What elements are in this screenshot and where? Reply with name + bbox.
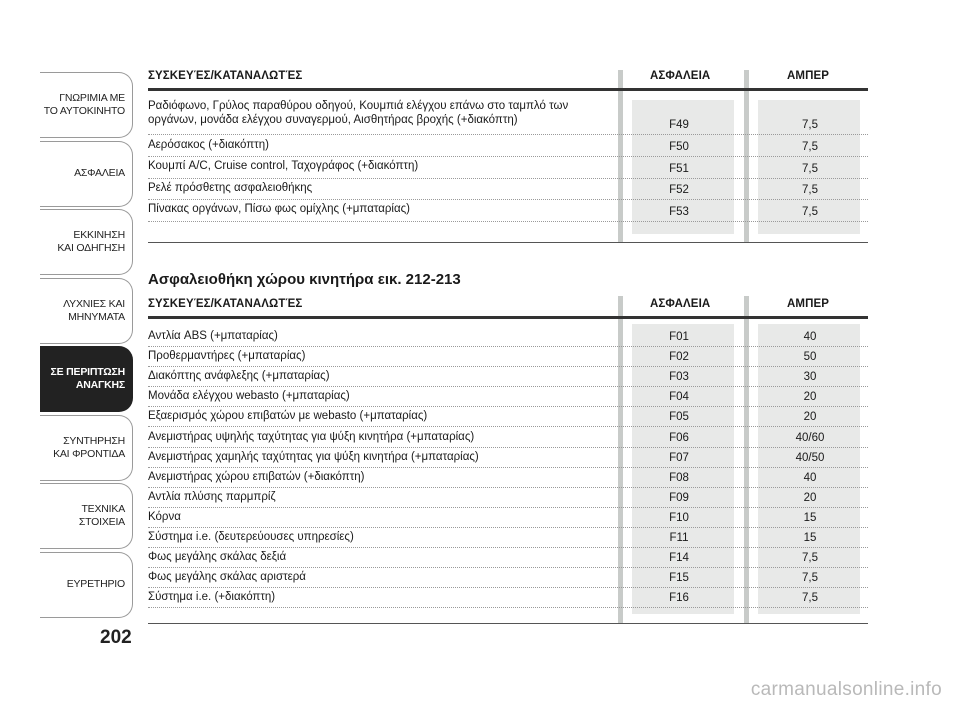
row-amperage: 40 (803, 331, 817, 343)
row-description: Ραδιόφωνο, Γρύλος παραθύρου οδηγού, Κουμπιά ελέγχου επάνω στο ταμπλό των οργάνων, μονάδα ελέγχου συναγερμού, Αισθητήρας βροχής (+διακόπτη) (148, 100, 569, 126)
row-description: Προθερμαντήρες (+μπαταρίας) (148, 350, 306, 363)
row-amperage: 20 (803, 411, 817, 424)
table-row (148, 428, 868, 448)
table-row (148, 200, 868, 222)
row-amperage: 15 (803, 511, 817, 524)
row-description: Μονάδα ελέγχου webasto (+μπαταρίας) (148, 390, 350, 403)
row-fuse: F52 (669, 184, 689, 196)
row-amperage: 7,5 (802, 119, 818, 131)
table2-header-device: ΣΥΣΚΕΥΈΣ/ΚΑΤΑΝΑΛΩΤΈΣ (148, 298, 303, 310)
sidebar-tab-emergency[interactable]: ΣΕ ΠΕΡΙΠΤΩΣΗ ΑΝΑΓΚΗΣ (40, 346, 133, 412)
row-description: Σύστημα i.e. (δευτερεύουσες υπηρεσίες) (148, 531, 354, 543)
sidebar-tab-maintenance[interactable]: ΣΥΝΤΗΡΗΣΗ ΚΑΙ ΦΡΟΝΤΙΔΑ (40, 415, 133, 481)
row-description: Ανεμιστήρας χαμηλής ταχύτητας για ψύξη κινητήρα (+μπαταρίας) (148, 450, 479, 463)
table-row (148, 97, 868, 135)
table1-bottom-rule (148, 242, 868, 243)
table1-header-fuse: ΑΣΦΑΛΕΙΑ (650, 70, 711, 82)
row-description: Εξαερισμός χώρου επιβατών με webasto (+μπαταρίας) (148, 410, 428, 423)
table-row (148, 448, 868, 468)
row-amperage: 20 (803, 391, 817, 404)
sidebar-tab-technical-data[interactable]: ΤΕΧΝΙΚΑ ΣΤΟΙΧΕΙΑ (40, 483, 133, 549)
sidebar-tab-index[interactable]: ΕΥΡΕΤΗΡΙΟ (40, 552, 133, 618)
row-fuse: F11 (669, 532, 689, 544)
table-row (148, 157, 868, 179)
row-description: Ρελέ πρόσθετης ασφαλειοθήκης (148, 182, 313, 194)
table2-header-amp: ΑΜΠΕΡ (787, 298, 830, 310)
row-fuse: F50 (669, 141, 689, 153)
row-amperage: 20 (803, 491, 817, 504)
table2-header-rule (148, 316, 868, 319)
table2-bottom-rule (148, 623, 868, 624)
sidebar-tab-safety[interactable]: ΑΣΦΑΛΕΙΑ (40, 141, 133, 207)
table2-header-fuse: ΑΣΦΑΛΕΙΑ (650, 298, 711, 310)
row-description: Κόρνα (148, 510, 181, 523)
table-row (148, 568, 868, 588)
table-row (148, 347, 868, 367)
row-description: Σύστημα i.e. (+διακόπτη) (148, 591, 276, 604)
row-fuse: F07 (669, 451, 689, 464)
row-amperage: 40 (803, 471, 817, 484)
row-amperage: 50 (803, 351, 817, 364)
row-fuse: F14 (669, 552, 689, 565)
sidebar-tab-intro[interactable]: ΓΝΩΡΙΜΙΑ ΜΕ ΤΟ ΑΥΤΟΚΙΝΗΤΟ (40, 72, 133, 138)
table-row (148, 548, 868, 568)
section-title: Ασφαλειοθήκη χώρου κινητήρα εικ. 212-213 (148, 271, 461, 288)
row-description: Ανεμιστήρας υψηλής ταχύτητας για ψύξη κινητήρα (+μπαταρίας) (148, 430, 475, 443)
row-fuse: F09 (669, 491, 689, 504)
row-description: Πίνακας οργάνων, Πίσω φως ομίχλης (+μπαταρίας) (148, 203, 410, 215)
row-amperage: 7,5 (802, 572, 818, 585)
row-fuse: F49 (669, 119, 689, 131)
row-fuse: F02 (669, 351, 689, 364)
table-row (148, 508, 868, 528)
row-amperage: 40/50 (795, 451, 825, 464)
table-row (148, 387, 868, 407)
row-fuse: F08 (669, 471, 689, 484)
table-row (148, 179, 868, 200)
row-fuse: F16 (669, 592, 689, 605)
row-amperage: 7,5 (802, 163, 818, 175)
row-fuse: F01 (669, 331, 689, 343)
table-row (148, 136, 868, 157)
row-fuse: F04 (669, 391, 689, 404)
row-fuse: F05 (669, 411, 689, 424)
row-amperage: 7,5 (802, 592, 818, 605)
row-amperage: 15 (803, 532, 817, 544)
table-row (148, 407, 868, 427)
row-fuse: F10 (669, 511, 689, 524)
row-amperage: 7,5 (802, 552, 818, 565)
table-row (148, 488, 868, 508)
row-amperage: 30 (803, 371, 817, 384)
table1-header-device: ΣΥΣΚΕΥΈΣ/ΚΑΤΑΝΑΛΩΤΈΣ (148, 70, 303, 82)
row-fuse: F51 (669, 163, 689, 175)
row-fuse: F15 (669, 572, 689, 585)
row-description: Ανεμιστήρας χώρου επιβατών (+διακόπτη) (148, 470, 365, 483)
row-amperage: 7,5 (802, 141, 818, 153)
row-description: Φως μεγάλης σκάλας δεξιά (148, 551, 287, 564)
row-description: Αερόσακος (+διακόπτη) (148, 139, 269, 151)
table-row (148, 468, 868, 488)
row-description: Φως μεγάλης σκάλας αριστερά (148, 571, 306, 584)
page-number: 202 (100, 627, 132, 648)
row-amperage: 7,5 (802, 184, 818, 196)
row-description: Αντλία ABS (+μπαταρίας) (148, 330, 278, 342)
table1-header-rule (148, 88, 868, 91)
table-row (148, 367, 868, 387)
sidebar-tab-starting[interactable]: ΕΚΚΙΝΗΣΗ ΚΑΙ ΟΔΗΓΗΣΗ (40, 209, 133, 275)
sidebar-tab-warning-lights[interactable]: ΛΥΧΝΙΕΣ ΚΑΙ ΜΗΝΥΜΑΤΑ (40, 278, 133, 344)
row-amperage: 7,5 (802, 206, 818, 218)
table1-header-amp: ΑΜΠΕΡ (787, 70, 830, 82)
table-row (148, 327, 868, 347)
table-row (148, 528, 868, 548)
row-description: Κουμπί A/C, Cruise control, Ταχογράφος (+διακόπτη) (148, 160, 419, 172)
row-description: Διακόπτης ανάφλεξης (+μπαταρίας) (148, 370, 330, 383)
watermark: carmanualsonline.info (750, 679, 942, 700)
row-fuse: F53 (669, 206, 689, 218)
row-amperage: 40/60 (795, 431, 825, 444)
row-fuse: F06 (669, 431, 689, 444)
row-fuse: F03 (669, 371, 689, 384)
row-description: Αντλία πλύσης παρμπρίζ (148, 490, 276, 503)
table-row (148, 588, 868, 608)
